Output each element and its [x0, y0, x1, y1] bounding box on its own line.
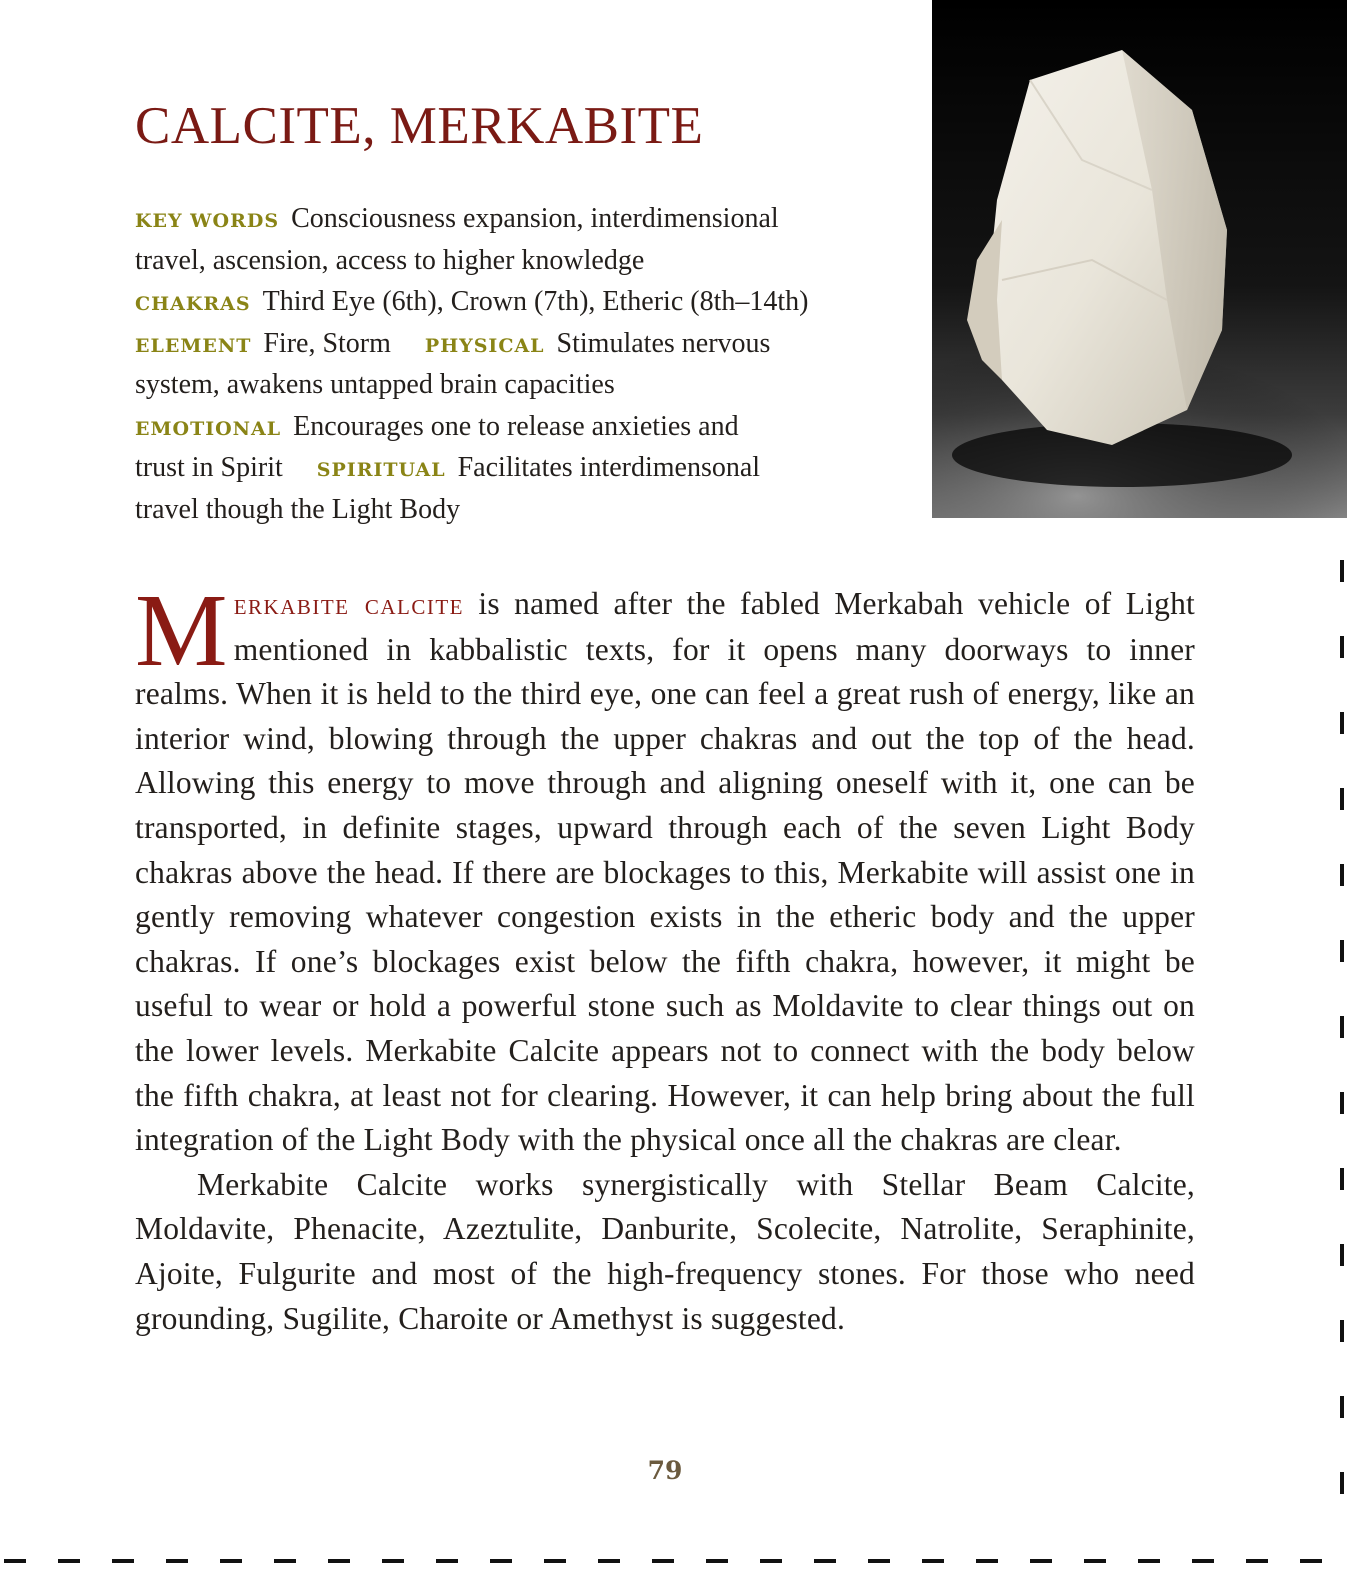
page-number: 79	[647, 1456, 683, 1485]
crop-marks-bottom	[0, 1556, 1347, 1572]
emotional-text-cont: trust in Spirit	[135, 452, 283, 483]
spiritual-line	[135, 447, 905, 489]
drop-cap: M	[135, 573, 228, 688]
paragraph-2: Merkabite Calcite works synergistically with Stellar Beam Calcite, Moldavite, Phenacite, Azeztulite, Danburite, Scolecite, Natrolite, Seraphinite, Ajoite, Fulgurite and most of the high-frequency stones. For those who need grounding, Sugilite, Charoite or Amethyst is suggested.	[135, 1166, 1195, 1336]
chakras-line	[135, 281, 905, 323]
chakras-label: CHAKRAS	[135, 293, 251, 315]
emotional-label: EMOTIONAL	[135, 417, 282, 440]
emotional-text: Encourages one to release anxieties and	[293, 410, 739, 442]
chakras-text: Third Eye (6th), Crown (7th), Etheric (8th–14th)	[262, 286, 809, 317]
crop-marks-right	[1337, 560, 1347, 1572]
spiritual-text-cont: travel though the Light Body	[135, 493, 461, 525]
physical-text: Stimulates nervous	[556, 327, 771, 359]
physical-label: PHYSICAL	[424, 334, 545, 357]
stone-properties	[135, 198, 905, 530]
paragraph-1	[135, 573, 1195, 1163]
key-words-text-cont: travel, ascension, access to higher knowledge	[135, 244, 645, 276]
spiritual-label: SPIRITUAL	[316, 459, 446, 481]
emotional-line	[135, 406, 905, 448]
merkabite-calcite-photo	[932, 0, 1347, 518]
element-physical-line	[135, 323, 905, 365]
lead-in-small-caps: erkabite calcite	[233, 588, 464, 621]
key-words-line	[135, 198, 905, 240]
element-label: ELEMENT	[135, 334, 252, 357]
key-words-text: Consciousness expansion, interdimensional	[291, 203, 779, 234]
physical-text-cont: system, awakens untapped brain capacities	[135, 369, 615, 400]
element-text: Fire, Storm	[263, 327, 391, 359]
body-text	[135, 573, 1195, 1341]
paragraph-1-text: is named after the fabled Merkabah vehicle of Light mentioned in kabbalistic texts, for it opens many doorways to inner realms. When it is held to the third eye, one can feel a great rush of energy, like an interior wind, blowing through the upper chakras and out the top of the head. Allowing this energy to move through and aligning oneself with it, one can be transported, in definite stages, upward through each of the seven Light Body chakras above the head. If there are blockages to this, Merkabite will assist one in gently removing whatever congestion exists in the etheric body and the upper chakras. If one’s blockages exist below the fifth chakra, however, it might be useful to wear or hold a powerful stone such as Moldavite to clear things out on the lower levels. Merkabite Calcite appears not to connect with the body below the fifth chakra, at least not for clearing. However, it can help bring about the full integration of the Light Body with the physical once all the chakras are clear.	[135, 586, 1195, 1158]
key-words-label: KEY WORDS	[135, 210, 280, 232]
spiritual-text: Facilitates interdimensonal	[457, 452, 761, 483]
page-title: CALCITE, MERKABITE	[135, 97, 704, 155]
